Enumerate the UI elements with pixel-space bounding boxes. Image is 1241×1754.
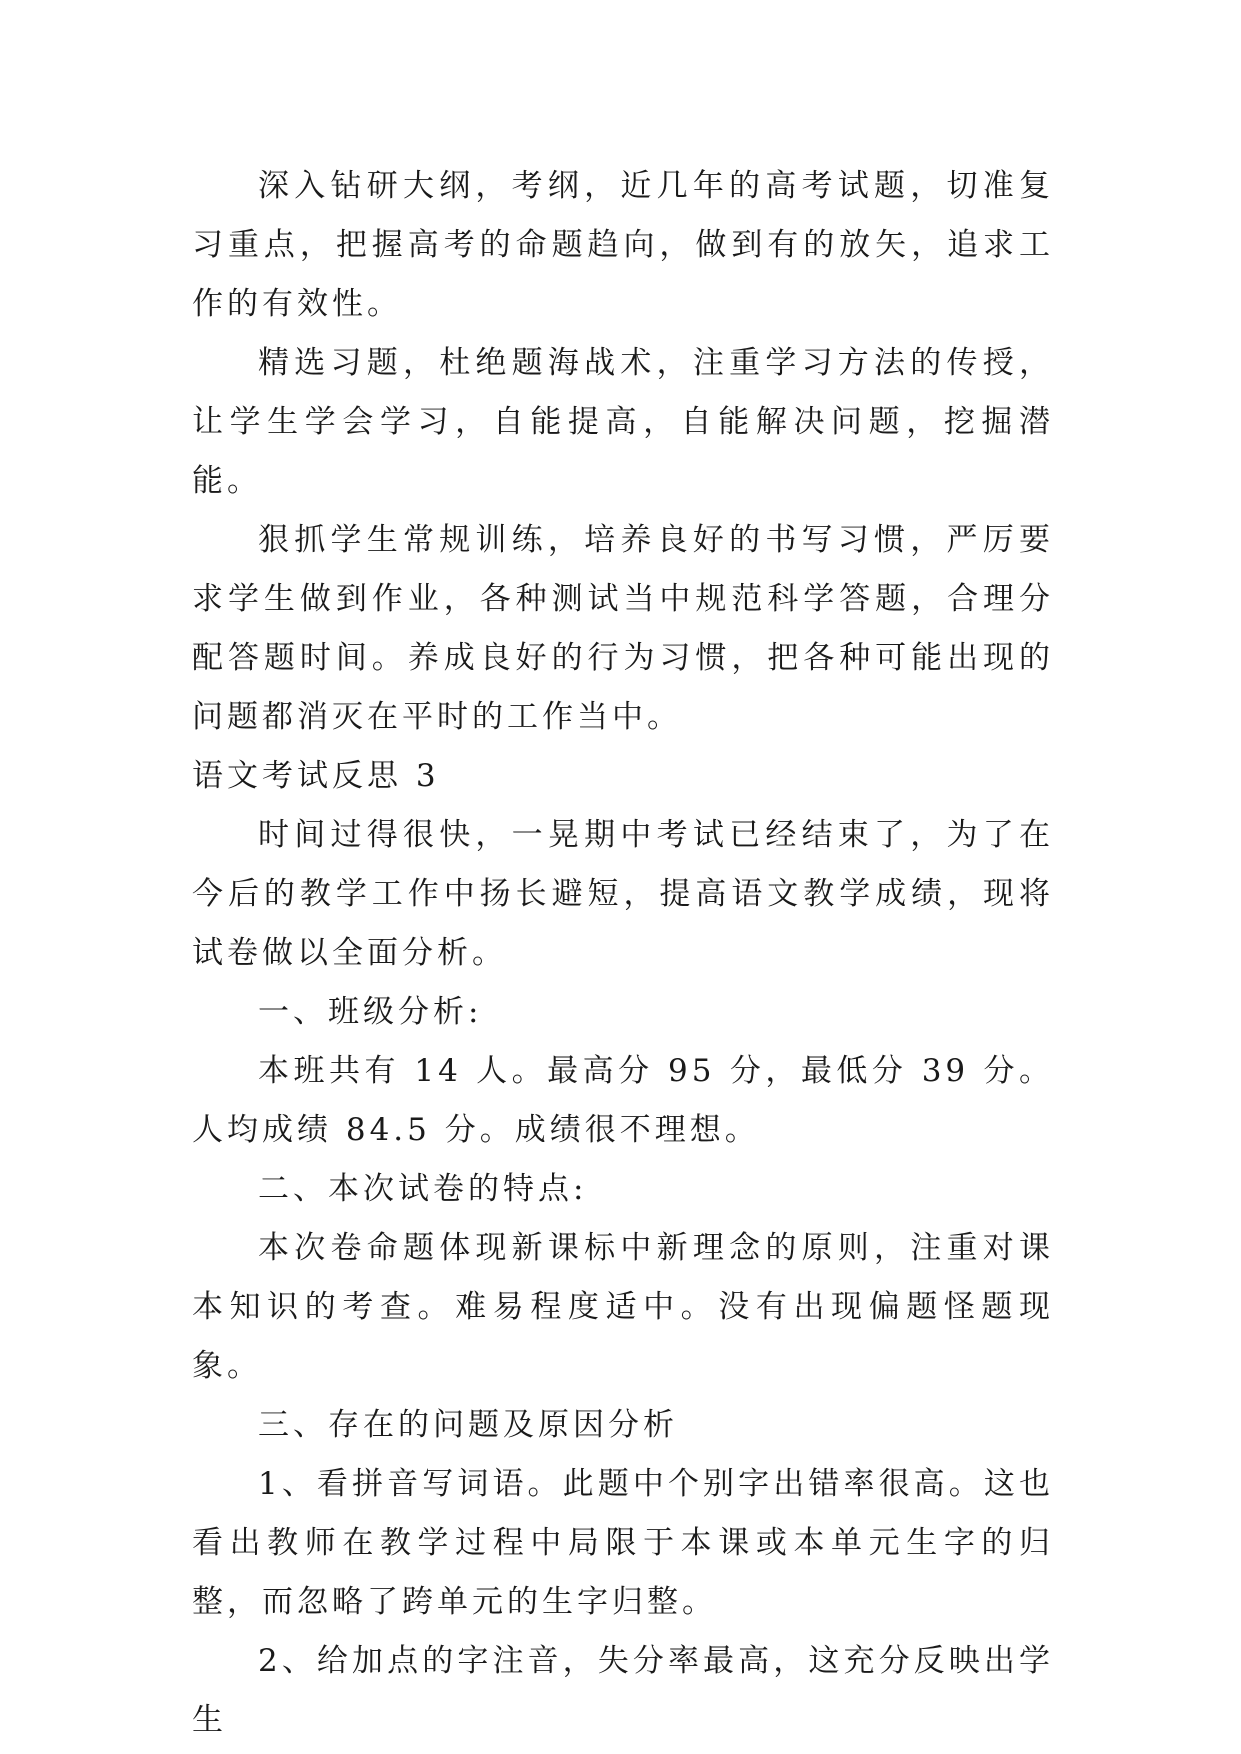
paragraph: 1、看拼音写词语。此题中个别字出错率很高。这也看出教师在教学过程中局限于本课或本单元生字的归整，而忽略了跨单元的生字归整。 [192,1466,1054,1620]
paragraph: 狠抓学生常规训练，培养良好的书写习惯，严厉要求学生做到作业，各种测试当中规范科学答题，合理分配答题时间。养成良好的行为习惯，把各种可能出现的问题都消灭在平时的工作当中。 [192,522,1054,735]
section-heading: 语文考试反思 3 [192,758,440,794]
subheading: 一、班级分析: [258,994,483,1030]
paragraph: 时间过得很快，一晃期中考试已经结束了，为了在今后的教学工作中扬长避短，提高语文教学成绩，现将试卷做以全面分析。 [192,817,1054,971]
document-body [192,157,1054,1750]
paragraph: 本次卷命题体现新课标中新理念的原则，注重对课本知识的考查。难易程度适中。没有出现偏题怪题现象。 [192,1230,1054,1384]
paragraph: 精选习题，杜绝题海战术，注重学习方法的传授，让学生学会学习，自能提高，自能解决问题，挖掘潜能。 [192,345,1054,499]
paragraph: 本班共有 14 人。最高分 95 分，最低分 39 分。人均成绩 84.5 分。成绩很不理想。 [192,1053,1054,1148]
paragraph: 深入钻研大纲，考纲，近几年的高考试题，切准复习重点，把握高考的命题趋向，做到有的放矢，追求工作的有效性。 [192,168,1054,322]
subheading: 三、存在的问题及原因分析 [258,1407,678,1443]
paragraph: 2、给加点的字注音，失分率最高，这充分反映出学生 [192,1643,1054,1738]
subheading: 二、本次试卷的特点: [258,1171,588,1207]
